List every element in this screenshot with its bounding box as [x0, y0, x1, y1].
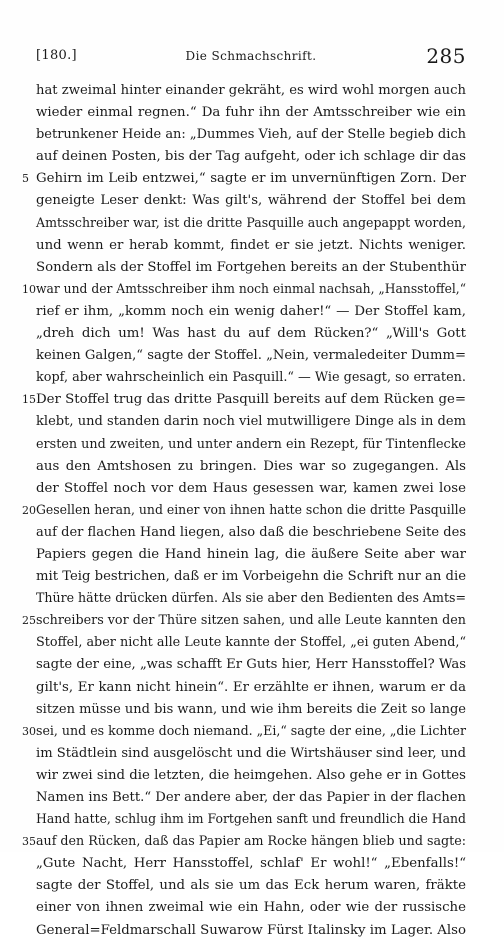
- line-text: auf der flachen Hand liegen, also daß die beschriebene Seite des: [36, 524, 466, 540]
- line-text: schreibers vor der Thüre sitzen sahen, und alle Leute kannten den: [36, 613, 466, 629]
- text-line: [22, 389, 466, 411]
- text-line: [36, 456, 466, 478]
- running-title: Die Schmachschrift.: [185, 49, 317, 63]
- text-line: [36, 478, 466, 500]
- line-text: wir zwei sind die letzten, die heimgehen. Also gehe er in Gottes: [36, 767, 466, 783]
- line-text: keinen Galgen,“ sagte der Stoffel. „Nein, vermaledeiter Dumm=: [36, 348, 466, 364]
- text-line: [36, 411, 466, 433]
- line-number: 35: [22, 835, 36, 849]
- line-text: im Städtlein sind ausgelöscht und die Wirtshäuser sind leer, und: [36, 745, 466, 761]
- text-line: [22, 721, 466, 743]
- line-text: kopf, aber wahrscheinlich ein Pasquill.“ — Wie gesagt, so erraten.: [36, 370, 466, 386]
- text-line: [36, 434, 466, 456]
- line-text: betrunkener Heide an: „Dummes Vieh, auf der Stelle begieb dich: [36, 127, 466, 143]
- text-line: [22, 831, 466, 853]
- text-line: [36, 920, 466, 942]
- text-line: [36, 875, 466, 897]
- line-text: auf den Rücken, daß das Papier am Rocke hängen blieb und sagte:: [36, 834, 466, 850]
- text-line: [36, 787, 466, 809]
- line-text: sagte der eine, „was schafft Er Guts hier, Herr Hansstoffel? Was: [36, 657, 466, 673]
- text-line: [36, 213, 466, 235]
- line-text: „Gute Nacht, Herr Hansstoffel, schlaf' Er wohl!“ „Ebenfalls!“: [36, 856, 466, 872]
- line-text: ersten und zweiten, und unter andern ein Rezept, für Tintenflecke: [36, 436, 466, 452]
- line-text: der Stoffel noch vor dem Haus gesessen war, kamen zwei lose: [36, 480, 466, 496]
- line-text: einer von ihnen zweimal wie ein Hahn, oder wie der russische: [36, 900, 466, 916]
- line-number: 20: [22, 503, 36, 517]
- line-number: 30: [22, 724, 36, 738]
- body-text: [22, 80, 466, 942]
- line-text: wieder einmal regnen.“ Da fuhr ihn der Amtsschreiber wie ein: [36, 105, 466, 121]
- line-text: rief er ihm, „komm noch ein wenig daher!“ — Der Stoffel kam,: [36, 303, 466, 319]
- text-line: [36, 102, 466, 124]
- line-text: war und der Amtsschreiber ihm noch einmal nachsah, „Hansstoffel,“: [36, 281, 466, 297]
- text-line: [22, 610, 466, 632]
- line-text: sagte der Stoffel, und als sie um das Eck herum waren, fräkte: [36, 878, 466, 894]
- text-line: [36, 699, 466, 721]
- line-number: 10: [22, 282, 36, 296]
- text-line: [36, 301, 466, 323]
- text-line: [36, 677, 466, 699]
- text-line: [36, 323, 466, 345]
- line-text: Stoffel, aber nicht alle Leute kannte der Stoffel, „ei guten Abend,“: [36, 635, 466, 651]
- line-text: Papiers gegen die Hand hinein lag, die äußere Seite aber war: [36, 546, 466, 562]
- text-line: [36, 544, 466, 566]
- text-line: [36, 809, 466, 831]
- text-line: [36, 522, 466, 544]
- line-text: mit Teig bestrichen, daß er im Vorbeigehn die Schrift nur an die: [36, 569, 466, 585]
- text-line: [36, 853, 466, 875]
- line-text: hat zweimal hinter einander gekräht, es wird wohl morgen auch: [36, 83, 466, 98]
- line-text: geneigte Leser denkt: Was gilt's, während der Stoffel bei dem: [36, 193, 466, 209]
- text-line: [36, 765, 466, 787]
- page-header: [36, 46, 466, 70]
- text-line: [36, 743, 466, 765]
- text-line: [36, 146, 466, 168]
- text-line: [36, 632, 466, 654]
- text-line: [36, 80, 466, 102]
- line-text: sitzen müsse und bis wann, und wie ihm bereits die Zeit so lange: [36, 701, 466, 717]
- page-reference: [180.]: [36, 48, 77, 63]
- line-text: und wenn er herab kommt, findet er sie jetzt. Nichts weniger.: [36, 237, 466, 253]
- line-text: Thüre hätte drücken dürfen. Als sie aber den Bedienten des Amts=: [36, 591, 466, 607]
- line-text: auf deinen Posten, bis der Tag aufgeht, oder ich schlage dir das: [36, 149, 466, 165]
- line-text: gilt's, Er kann nicht hinein“. Er erzählte er ihnen, warum er da: [36, 679, 466, 695]
- text-line: [36, 257, 466, 279]
- text-line: [36, 566, 466, 588]
- line-text: General=Feldmarschall Suwarow Fürst Italinsky im Lager. Also: [36, 922, 466, 938]
- text-line: [36, 588, 466, 610]
- text-line: [22, 279, 466, 301]
- line-number: 15: [22, 393, 36, 407]
- text-line: [36, 654, 466, 676]
- text-line: [36, 367, 466, 389]
- line-text: klebt, und standen darin noch viel mutwilligere Dinge als in dem: [36, 414, 466, 430]
- text-line: [36, 897, 466, 919]
- line-text: Der Stoffel trug das dritte Pasquill bereits auf dem Rücken ge=: [36, 392, 466, 408]
- page-number: 285: [426, 44, 466, 68]
- text-line: [36, 190, 466, 212]
- line-text: sei, und es komme doch niemand. „Ei,“ sagte der eine, „die Lichter: [36, 723, 466, 739]
- text-line: [36, 235, 466, 257]
- line-text: Gehirn im Leib entzwei,“ sagte er im unvernünftigen Zorn. Der: [36, 171, 466, 187]
- line-text: Hand hatte, schlug ihm im Fortgehen sanft und freundlich die Hand: [36, 812, 466, 828]
- line-text: Namen ins Bett.“ Der andere aber, der das Papier in der flachen: [36, 790, 466, 805]
- line-text: Amtsschreiber war, ist die dritte Pasquille auch angepappt worden,: [36, 215, 466, 231]
- line-text: aus den Amtshosen zu bringen. Dies war so zugegangen. Als: [36, 458, 466, 474]
- line-text: Sondern als der Stoffel im Fortgehen bereits an der Stubenthür: [36, 259, 466, 275]
- text-line: [36, 345, 466, 367]
- line-number: 5: [22, 172, 29, 186]
- line-text: Gesellen heran, und einer von ihnen hatte schon die dritte Pasquille: [36, 502, 466, 518]
- line-number: 25: [22, 614, 36, 628]
- text-line: [22, 500, 466, 522]
- text-line: [22, 168, 466, 190]
- line-text: „dreh dich um! Was hast du auf dem Rücken?“ „Will's Gott: [36, 326, 466, 342]
- text-line: [36, 124, 466, 146]
